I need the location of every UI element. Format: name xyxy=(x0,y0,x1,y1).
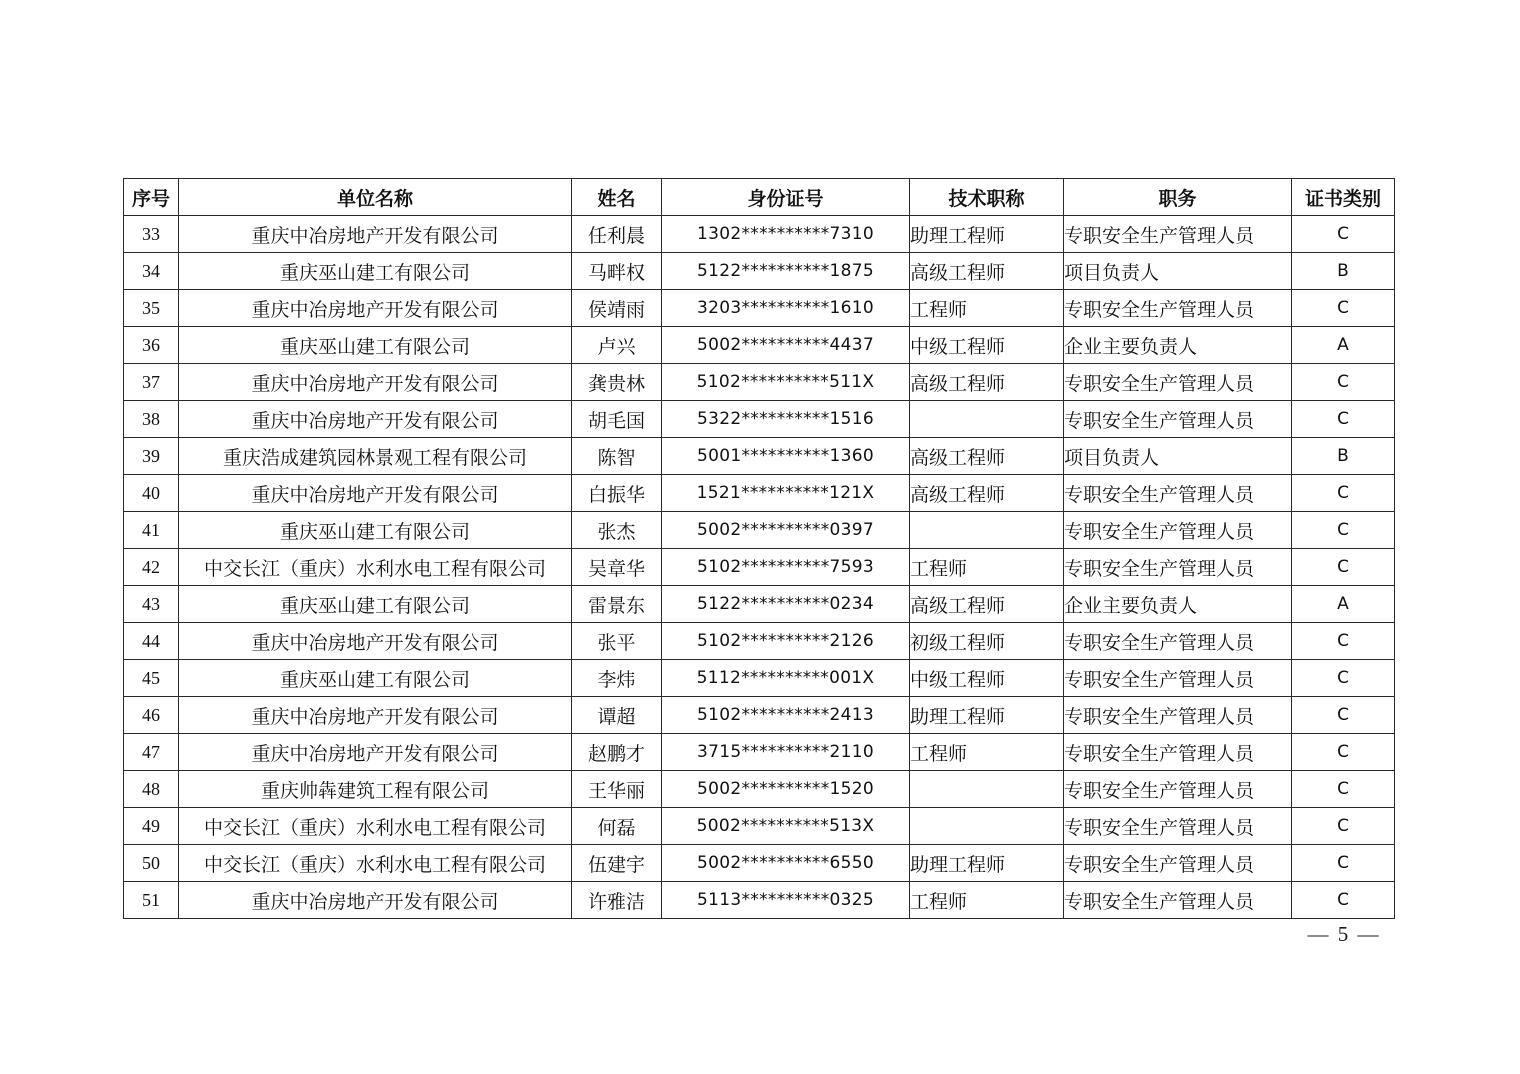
cell-cert-category: C xyxy=(1292,845,1395,882)
cell-title: 高级工程师 xyxy=(910,364,1064,401)
cell-title xyxy=(910,771,1064,808)
cell-title: 助理工程师 xyxy=(910,216,1064,253)
cell-name: 谭超 xyxy=(572,697,662,734)
cell-id-number: 3715**********2110 xyxy=(662,734,910,771)
cell-title: 工程师 xyxy=(910,882,1064,919)
cell-cert-category: C xyxy=(1292,734,1395,771)
table-row xyxy=(124,475,1395,512)
cell-position: 企业主要负责人 xyxy=(1064,586,1292,623)
table-row xyxy=(124,623,1395,660)
cell-position: 项目负责人 xyxy=(1064,253,1292,290)
table-row xyxy=(124,586,1395,623)
cell-company: 重庆巫山建工有限公司 xyxy=(179,327,572,364)
table-row xyxy=(124,697,1395,734)
table-header-row xyxy=(124,179,1395,216)
cell-cert-category: A xyxy=(1292,327,1395,364)
cell-company: 重庆巫山建工有限公司 xyxy=(179,253,572,290)
cell-title: 工程师 xyxy=(910,734,1064,771)
table-row xyxy=(124,771,1395,808)
cell-title: 助理工程师 xyxy=(910,697,1064,734)
cell-cert-category: C xyxy=(1292,290,1395,327)
table-row xyxy=(124,512,1395,549)
cell-serial: 33 xyxy=(124,216,179,253)
cell-cert-category: B xyxy=(1292,253,1395,290)
cell-position: 专职安全生产管理人员 xyxy=(1064,512,1292,549)
cell-title: 中级工程师 xyxy=(910,327,1064,364)
cell-title: 中级工程师 xyxy=(910,660,1064,697)
table-row xyxy=(124,882,1395,919)
cell-serial: 35 xyxy=(124,290,179,327)
cell-position: 专职安全生产管理人员 xyxy=(1064,364,1292,401)
cell-name: 胡毛国 xyxy=(572,401,662,438)
cell-company: 中交长江（重庆）水利水电工程有限公司 xyxy=(179,808,572,845)
cell-title xyxy=(910,808,1064,845)
cell-title: 高级工程师 xyxy=(910,438,1064,475)
cell-company: 重庆巫山建工有限公司 xyxy=(179,586,572,623)
cell-company: 重庆浩成建筑园林景观工程有限公司 xyxy=(179,438,572,475)
cell-name: 陈智 xyxy=(572,438,662,475)
cell-name: 白振华 xyxy=(572,475,662,512)
cell-id-number: 5002**********1520 xyxy=(662,771,910,808)
cell-serial: 37 xyxy=(124,364,179,401)
cell-cert-category: A xyxy=(1292,586,1395,623)
cell-cert-category: C xyxy=(1292,697,1395,734)
certificate-roster-table xyxy=(123,178,1395,919)
cell-position: 专职安全生产管理人员 xyxy=(1064,771,1292,808)
table-row xyxy=(124,734,1395,771)
header-title: 技术职称 xyxy=(910,179,1064,216)
header-name: 姓名 xyxy=(572,179,662,216)
cell-id-number: 5102**********2413 xyxy=(662,697,910,734)
cell-id-number: 5002**********6550 xyxy=(662,845,910,882)
cell-serial: 45 xyxy=(124,660,179,697)
cell-id-number: 1302**********7310 xyxy=(662,216,910,253)
cell-name: 王华丽 xyxy=(572,771,662,808)
cell-title: 初级工程师 xyxy=(910,623,1064,660)
cell-title: 工程师 xyxy=(910,290,1064,327)
cell-cert-category: C xyxy=(1292,475,1395,512)
table-row xyxy=(124,216,1395,253)
page-number: — 5 — xyxy=(1307,922,1381,946)
cell-company: 重庆帅犇建筑工程有限公司 xyxy=(179,771,572,808)
cell-name: 李炜 xyxy=(572,660,662,697)
cell-name: 雷景东 xyxy=(572,586,662,623)
cell-position: 专职安全生产管理人员 xyxy=(1064,845,1292,882)
cell-name: 任利晨 xyxy=(572,216,662,253)
cell-company: 重庆中冶房地产开发有限公司 xyxy=(179,216,572,253)
cell-cert-category: C xyxy=(1292,882,1395,919)
cell-position: 专职安全生产管理人员 xyxy=(1064,401,1292,438)
cell-company: 重庆中冶房地产开发有限公司 xyxy=(179,364,572,401)
cell-id-number: 3203**********1610 xyxy=(662,290,910,327)
cell-title: 高级工程师 xyxy=(910,253,1064,290)
cell-cert-category: C xyxy=(1292,549,1395,586)
cell-position: 专职安全生产管理人员 xyxy=(1064,734,1292,771)
cell-serial: 47 xyxy=(124,734,179,771)
table-row xyxy=(124,808,1395,845)
cell-id-number: 5002**********0397 xyxy=(662,512,910,549)
cell-company: 重庆中冶房地产开发有限公司 xyxy=(179,734,572,771)
cell-id-number: 5002**********513X xyxy=(662,808,910,845)
cell-id-number: 5102**********7593 xyxy=(662,549,910,586)
header-company: 单位名称 xyxy=(179,179,572,216)
cell-name: 许雅洁 xyxy=(572,882,662,919)
cell-serial: 39 xyxy=(124,438,179,475)
cell-position: 专职安全生产管理人员 xyxy=(1064,808,1292,845)
cell-company: 中交长江（重庆）水利水电工程有限公司 xyxy=(179,549,572,586)
cell-title: 高级工程师 xyxy=(910,475,1064,512)
cell-serial: 50 xyxy=(124,845,179,882)
cell-position: 专职安全生产管理人员 xyxy=(1064,660,1292,697)
cell-id-number: 5102**********511X xyxy=(662,364,910,401)
cell-name: 何磊 xyxy=(572,808,662,845)
cell-name: 伍建宇 xyxy=(572,845,662,882)
cell-serial: 49 xyxy=(124,808,179,845)
table-row xyxy=(124,401,1395,438)
cell-cert-category: C xyxy=(1292,623,1395,660)
cell-id-number: 5122**********0234 xyxy=(662,586,910,623)
table-row xyxy=(124,660,1395,697)
table-row xyxy=(124,364,1395,401)
cell-serial: 38 xyxy=(124,401,179,438)
cell-position: 项目负责人 xyxy=(1064,438,1292,475)
cell-position: 专职安全生产管理人员 xyxy=(1064,549,1292,586)
cell-name: 卢兴 xyxy=(572,327,662,364)
table-row xyxy=(124,253,1395,290)
cell-cert-category: B xyxy=(1292,438,1395,475)
cell-serial: 46 xyxy=(124,697,179,734)
cell-id-number: 5113**********0325 xyxy=(662,882,910,919)
table-body xyxy=(124,216,1395,919)
cell-name: 侯靖雨 xyxy=(572,290,662,327)
cell-cert-category: C xyxy=(1292,364,1395,401)
cell-name: 龚贵林 xyxy=(572,364,662,401)
header-cert-category: 证书类别 xyxy=(1292,179,1395,216)
cell-company: 重庆中冶房地产开发有限公司 xyxy=(179,401,572,438)
table-row xyxy=(124,327,1395,364)
cell-name: 张平 xyxy=(572,623,662,660)
cell-id-number: 5322**********1516 xyxy=(662,401,910,438)
cell-serial: 34 xyxy=(124,253,179,290)
cell-name: 吴章华 xyxy=(572,549,662,586)
cell-company: 重庆中冶房地产开发有限公司 xyxy=(179,623,572,660)
cell-position: 专职安全生产管理人员 xyxy=(1064,697,1292,734)
header-serial: 序号 xyxy=(124,179,179,216)
table-row xyxy=(124,438,1395,475)
cell-serial: 36 xyxy=(124,327,179,364)
cell-company: 重庆中冶房地产开发有限公司 xyxy=(179,475,572,512)
cell-serial: 43 xyxy=(124,586,179,623)
cell-company: 重庆巫山建工有限公司 xyxy=(179,660,572,697)
cell-title: 工程师 xyxy=(910,549,1064,586)
cell-cert-category: C xyxy=(1292,660,1395,697)
cell-serial: 48 xyxy=(124,771,179,808)
cell-title: 助理工程师 xyxy=(910,845,1064,882)
cell-title xyxy=(910,512,1064,549)
cell-company: 重庆巫山建工有限公司 xyxy=(179,512,572,549)
table-row xyxy=(124,845,1395,882)
cell-position: 专职安全生产管理人员 xyxy=(1064,290,1292,327)
cell-serial: 41 xyxy=(124,512,179,549)
cell-position: 专职安全生产管理人员 xyxy=(1064,216,1292,253)
cell-serial: 44 xyxy=(124,623,179,660)
cell-cert-category: C xyxy=(1292,216,1395,253)
cell-company: 中交长江（重庆）水利水电工程有限公司 xyxy=(179,845,572,882)
cell-name: 马畔权 xyxy=(572,253,662,290)
cell-cert-category: C xyxy=(1292,771,1395,808)
header-id-number: 身份证号 xyxy=(662,179,910,216)
table-row xyxy=(124,290,1395,327)
cell-title: 高级工程师 xyxy=(910,586,1064,623)
cell-id-number: 5122**********1875 xyxy=(662,253,910,290)
cell-cert-category: C xyxy=(1292,808,1395,845)
cell-company: 重庆中冶房地产开发有限公司 xyxy=(179,882,572,919)
cell-name: 赵鹏才 xyxy=(572,734,662,771)
cell-id-number: 5002**********4437 xyxy=(662,327,910,364)
cell-id-number: 5001**********1360 xyxy=(662,438,910,475)
cell-cert-category: C xyxy=(1292,512,1395,549)
cell-serial: 51 xyxy=(124,882,179,919)
cell-serial: 42 xyxy=(124,549,179,586)
table-row xyxy=(124,549,1395,586)
cell-position: 企业主要负责人 xyxy=(1064,327,1292,364)
cell-company: 重庆中冶房地产开发有限公司 xyxy=(179,697,572,734)
cell-id-number: 1521**********121X xyxy=(662,475,910,512)
cell-position: 专职安全生产管理人员 xyxy=(1064,475,1292,512)
cell-position: 专职安全生产管理人员 xyxy=(1064,623,1292,660)
cell-cert-category: C xyxy=(1292,401,1395,438)
cell-serial: 40 xyxy=(124,475,179,512)
header-position: 职务 xyxy=(1064,179,1292,216)
cell-company: 重庆中冶房地产开发有限公司 xyxy=(179,290,572,327)
cell-id-number: 5112**********001X xyxy=(662,660,910,697)
cell-position: 专职安全生产管理人员 xyxy=(1064,882,1292,919)
cell-title xyxy=(910,401,1064,438)
cell-name: 张杰 xyxy=(572,512,662,549)
cell-id-number: 5102**********2126 xyxy=(662,623,910,660)
